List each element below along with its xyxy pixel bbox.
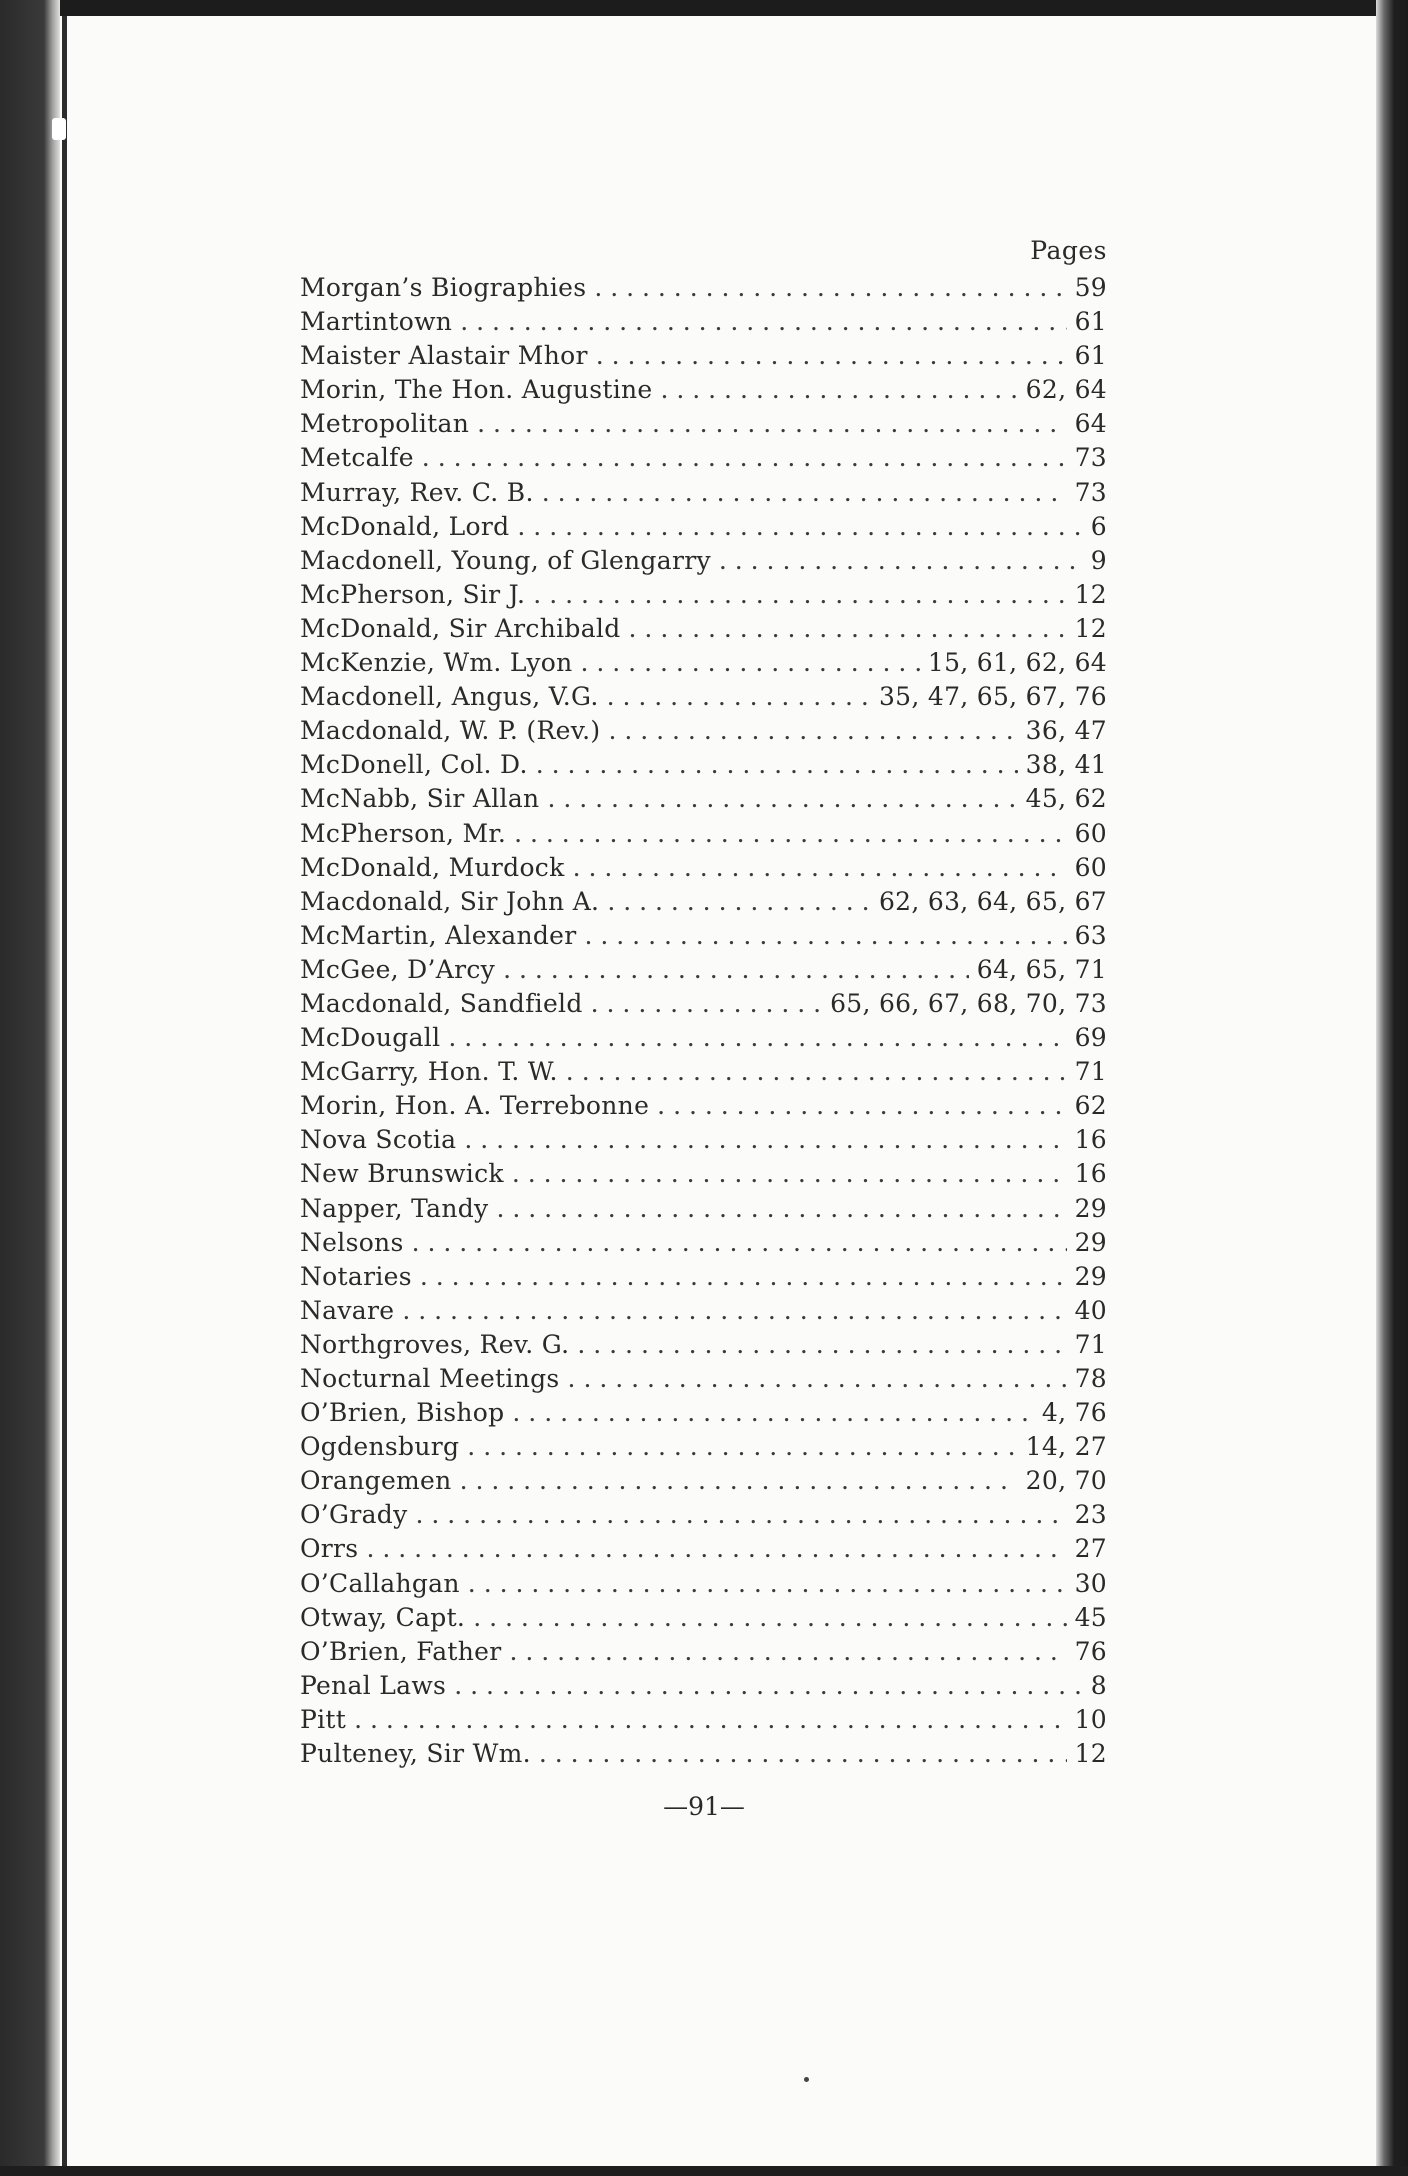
dot-leader: [719, 544, 1083, 578]
entry-name: Macdonald, W. P. (Rev.): [300, 716, 601, 746]
entry-pages: 73: [1074, 477, 1107, 507]
index-entry: [300, 1123, 1107, 1157]
index-entry: [300, 748, 1107, 782]
entry-name: Morgan’s Biographies: [300, 273, 587, 302]
index-entry: [300, 1226, 1107, 1260]
entry-pages: 69: [1074, 1023, 1107, 1053]
entry-pages: 40: [1074, 1295, 1107, 1325]
entry-pages: 71: [1074, 1057, 1107, 1087]
entry-name: Martintown: [300, 307, 453, 337]
dot-leader: [585, 919, 1067, 953]
index-entry: [300, 305, 1107, 339]
entry-name: McPherson, Mr.: [300, 818, 507, 848]
index-entry: [300, 1635, 1107, 1669]
dot-leader: [660, 373, 1017, 407]
entry-name: Ogdensburg: [300, 1432, 460, 1462]
dot-leader: [512, 1157, 1067, 1191]
index-entry: [300, 1260, 1107, 1294]
entry-pages: 59: [1074, 273, 1107, 302]
entry-pages: 62: [1074, 1091, 1107, 1121]
entry-name: Napper, Tandy: [300, 1193, 489, 1223]
dot-leader: [608, 714, 1017, 748]
dot-leader: [514, 817, 1066, 851]
dot-leader: [607, 680, 871, 714]
index-entry: [300, 1567, 1107, 1601]
entry-pages: 61: [1074, 341, 1107, 371]
index-entry: [300, 1737, 1107, 1771]
entry-name: McGee, D’Arcy: [300, 954, 496, 984]
entry-name: McKenzie, Wm. Lyon: [300, 648, 573, 678]
entry-name: McDonald, Sir Archibald: [300, 613, 621, 643]
entry-name: Pitt: [300, 1704, 347, 1734]
dot-leader: [448, 1021, 1066, 1055]
entry-name: Penal Laws: [300, 1670, 447, 1700]
dot-leader: [566, 1055, 1067, 1089]
entry-name: Macdonell, Young, of Glengarry: [300, 545, 711, 575]
entry-name: Macdonell, Angus, V.G.: [300, 682, 599, 712]
scan-border-left: [0, 0, 60, 2176]
dot-leader: [468, 1567, 1067, 1601]
index-entry: [300, 1089, 1107, 1123]
index-entry: [300, 373, 1107, 407]
index-entry: [300, 612, 1107, 646]
entry-pages: 15, 61, 62, 64: [927, 648, 1107, 678]
dot-leader: [464, 1123, 1066, 1157]
entry-pages: 29: [1074, 1193, 1107, 1223]
scan-border-right: [1376, 0, 1408, 2176]
index-entry: [300, 1532, 1107, 1566]
entry-pages: 45: [1074, 1602, 1107, 1632]
entry-name: McDonald, Lord: [300, 511, 510, 541]
entry-name: Otway, Capt.: [300, 1602, 466, 1632]
entry-name: Metropolitan: [300, 409, 470, 439]
page-edge-line: [62, 16, 67, 2176]
entry-pages: 35, 47, 65, 67, 76: [878, 682, 1107, 712]
index-entry: [300, 1055, 1107, 1089]
dot-leader: [568, 1362, 1067, 1396]
dot-leader: [517, 510, 1082, 544]
dot-leader: [539, 1737, 1067, 1771]
index-entry: [300, 885, 1107, 919]
dot-leader: [657, 1089, 1066, 1123]
entry-name: McDougall: [300, 1023, 441, 1053]
entry-pages: 20, 70: [1025, 1466, 1107, 1496]
index-entry: [300, 1294, 1107, 1328]
entry-name: Orrs: [300, 1534, 359, 1564]
entry-name: Metcalfe: [300, 443, 414, 473]
index-entry: [300, 646, 1107, 680]
entry-name: Murray, Rev. C. B.: [300, 477, 534, 507]
index-entry: [300, 1669, 1107, 1703]
index-entry: [300, 1430, 1107, 1464]
entry-name: Macdonald, Sir John A.: [300, 886, 600, 916]
index-entry: [300, 1192, 1107, 1226]
index-entry: [300, 476, 1107, 510]
index-entry: [300, 271, 1107, 305]
dot-leader: [512, 1396, 1033, 1430]
entry-name: McDonell, Col. D.: [300, 750, 528, 780]
entry-pages: 60: [1074, 818, 1107, 848]
dot-leader: [467, 1430, 1017, 1464]
entry-pages: 62, 63, 64, 65, 67: [878, 886, 1107, 916]
entry-pages: 29: [1074, 1261, 1107, 1291]
dot-leader: [536, 748, 1018, 782]
dot-leader: [594, 271, 1066, 305]
entry-name: McGarry, Hon. T. W.: [300, 1057, 558, 1087]
dot-leader: [542, 476, 1067, 510]
dot-leader: [416, 1498, 1067, 1532]
dot-leader: [510, 1635, 1067, 1669]
index-entry: [300, 544, 1107, 578]
dot-leader: [402, 1294, 1066, 1328]
index-list: [300, 271, 1107, 1771]
index-entry: [300, 1498, 1107, 1532]
index-entry: [300, 851, 1107, 885]
entry-name: Morin, The Hon. Augustine: [300, 375, 653, 405]
entry-pages: 65, 66, 67, 68, 70, 73: [830, 988, 1107, 1018]
index-entry: [300, 1157, 1107, 1191]
entry-pages: 12: [1074, 579, 1107, 609]
dot-leader: [420, 1260, 1067, 1294]
entry-name: Orangemen: [300, 1466, 452, 1496]
entry-pages: 12: [1074, 1739, 1107, 1769]
dot-leader: [366, 1532, 1066, 1566]
index-entry: [300, 1396, 1107, 1430]
entry-pages: 36, 47: [1025, 716, 1107, 746]
dot-leader: [422, 441, 1067, 475]
entry-pages: 62, 64: [1025, 375, 1107, 405]
index-entry: [300, 987, 1107, 1021]
entry-pages: 4, 76: [1041, 1398, 1107, 1428]
entry-pages: 23: [1074, 1500, 1107, 1530]
entry-name: McNabb, Sir Allan: [300, 784, 540, 814]
entry-pages: 29: [1074, 1227, 1107, 1257]
entry-name: Macdonald, Sandfield: [300, 988, 583, 1018]
entry-name: Navare: [300, 1295, 395, 1325]
index-entry: [300, 339, 1107, 373]
dot-leader: [454, 1669, 1083, 1703]
entry-name: Morin, Hon. A. Terrebonne: [300, 1091, 650, 1121]
entry-pages: 6: [1090, 511, 1107, 541]
dot-leader: [496, 1192, 1066, 1226]
entry-pages: 16: [1074, 1125, 1107, 1155]
entry-name: Nelsons: [300, 1227, 404, 1257]
entry-name: Nocturnal Meetings: [300, 1364, 560, 1393]
dot-leader: [577, 1328, 1066, 1362]
ink-speck: [804, 2077, 809, 2082]
entry-pages: 61: [1074, 307, 1107, 337]
entry-name: Nova Scotia: [300, 1125, 457, 1155]
entry-pages: 76: [1074, 1636, 1107, 1666]
entry-pages: 73: [1074, 443, 1107, 473]
entry-pages: 27: [1074, 1534, 1107, 1564]
dot-leader: [473, 1601, 1066, 1635]
index-entry: [300, 1703, 1107, 1737]
entry-name: Maister Alastair Mhor: [300, 341, 588, 371]
entry-pages: 45, 62: [1025, 784, 1107, 814]
page-number: —91—: [663, 1792, 745, 1821]
entry-pages: 14, 27: [1025, 1432, 1107, 1462]
dot-leader: [591, 987, 822, 1021]
entry-name: Pulteney, Sir Wm.: [300, 1739, 531, 1769]
dot-leader: [581, 646, 920, 680]
index-entry: [300, 578, 1107, 612]
index-entry: [300, 1328, 1107, 1362]
entry-pages: 78: [1074, 1364, 1107, 1393]
dot-leader: [354, 1703, 1066, 1737]
entry-name: McPherson, Sir J.: [300, 579, 526, 609]
entry-pages: 12: [1074, 613, 1107, 643]
index-entry: [300, 1021, 1107, 1055]
dot-leader: [596, 339, 1067, 373]
scan-border-bottom: [0, 2166, 1408, 2176]
index-entry: [300, 1362, 1107, 1396]
index-entry: [300, 1601, 1107, 1635]
page-notch: [52, 118, 66, 140]
entry-pages: 64, 65, 71: [976, 954, 1107, 984]
entry-name: McDonald, Murdock: [300, 852, 565, 882]
entry-pages: 30: [1074, 1568, 1107, 1598]
dot-leader: [547, 782, 1017, 816]
entry-name: O’Brien, Bishop: [300, 1398, 505, 1428]
entry-name: O’Grady: [300, 1500, 408, 1530]
index-entry: [300, 1464, 1107, 1498]
index-entry: [300, 441, 1107, 475]
dot-leader: [629, 612, 1067, 646]
scan-border-top: [0, 0, 1408, 16]
dot-leader: [573, 851, 1067, 885]
index-entry: [300, 714, 1107, 748]
index-entry: [300, 953, 1107, 987]
entry-pages: 38, 41: [1025, 750, 1107, 780]
dot-leader: [460, 305, 1066, 339]
index-entry: [300, 510, 1107, 544]
index-entry: [300, 919, 1107, 953]
entry-pages: 64: [1074, 409, 1107, 439]
entry-name: McMartin, Alexander: [300, 920, 577, 950]
entry-name: Northgroves, Rev. G.: [300, 1329, 570, 1359]
dot-leader: [460, 1464, 1018, 1498]
entry-pages: 16: [1074, 1159, 1107, 1189]
entry-name: Notaries: [300, 1261, 412, 1291]
dot-leader: [503, 953, 969, 987]
entry-name: O’Brien, Father: [300, 1636, 502, 1666]
entry-pages: 10: [1074, 1704, 1107, 1734]
index-entry: [300, 407, 1107, 441]
entry-pages: 63: [1074, 920, 1107, 950]
index-entry: [300, 817, 1107, 851]
dot-leader: [533, 578, 1066, 612]
dot-leader: [477, 407, 1066, 441]
index-entry: [300, 782, 1107, 816]
entry-name: O’Callahgan: [300, 1568, 460, 1598]
index-entry: [300, 680, 1107, 714]
dot-leader: [607, 885, 871, 919]
entry-pages: 9: [1090, 545, 1107, 575]
entry-pages: 71: [1074, 1329, 1107, 1359]
entry-pages: 60: [1074, 852, 1107, 882]
dot-leader: [412, 1226, 1067, 1260]
entry-name: New Brunswick: [300, 1159, 504, 1189]
pages-column-heading: Pages: [1030, 236, 1107, 265]
entry-pages: 8: [1090, 1670, 1107, 1700]
